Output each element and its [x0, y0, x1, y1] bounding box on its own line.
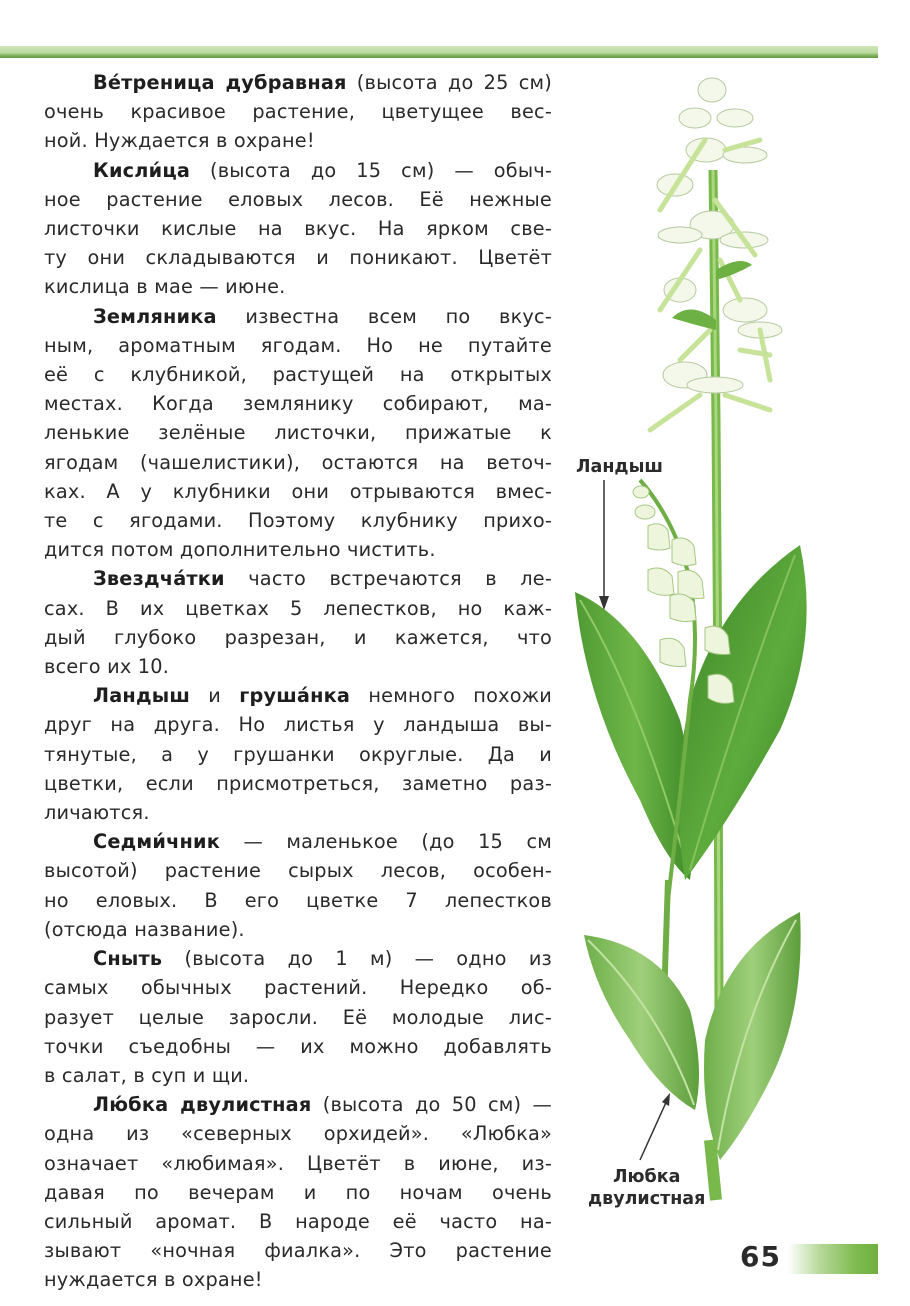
- term-landysh: Ландыш: [93, 684, 191, 708]
- term-zemlyanika: Земляника: [93, 304, 217, 328]
- landysh-plant: [575, 480, 807, 1000]
- term-grushanka: груша́нка: [239, 684, 351, 708]
- lyubka-leaves: [584, 912, 801, 1200]
- article-text: [44, 68, 552, 1295]
- term-kislitsa: Кисли́ца: [93, 158, 191, 182]
- page-number-bar: [788, 1244, 878, 1274]
- term-snyt: Сныть: [93, 947, 163, 971]
- term-lyubka: Лю́бка двулистная: [93, 1093, 312, 1117]
- paragraph-zvezdchatki: Звездча́тки часто встречаются в ле- сах. В их цветках 5 лепестков, но каж- дый глубоко разрезан, и кажется, что всего их 10.: [44, 567, 552, 679]
- paragraph-kislitsa: Кисли́ца (высота до 15 см) — обыч- ное растение еловых лесов. Её нежные листочки кислые на вкус. На ярком све- ту они складываются и поникают. Цветёт кислица в мае — июне.: [44, 158, 552, 299]
- lyubka-arrow: [640, 1093, 670, 1160]
- label-landysh: Ландыш: [576, 457, 663, 477]
- paragraph-snyt: Сныть (высота до 1 м) — одно из самых обычных растений. Нередко об- разует целые заросли. Её молодые лис- точки съедобны — их можно добавлять в салат, в суп и щи.: [44, 947, 552, 1087]
- paragraph-lyubka: Лю́бка двулистная (высота до 50 см) — одна из «северных орхидей». «Любка» означает «любимая». Цветёт в июне, из- давая по вечерам и по ночам очень сильный аромат. В народе её часто на- зывают «ночная фиалка». Это растение нуждается в охране!: [44, 1093, 552, 1292]
- landysh-arrow: [599, 480, 609, 610]
- term-vetrenitsa: Ве́треница дубравная: [93, 71, 347, 94]
- term-zvezdchatki: Звездча́тки: [93, 567, 225, 591]
- paragraph-landysh-grushanka: Ландыш и груша́нка немного похожи друг на друга. Но листья у ландыша вы- тянутые, а у грушанки округлые. Да и цветки, если присмотреться, заметно раз- личаются.: [44, 684, 552, 825]
- paragraph-zemlyanika: Земляника известна всем по вкус- ным, ароматным ягодам. Но не путайте её с клубникой, растущей на открытых местах. Когда землянику собирают, ма- ленькие зелёные листочки, прижатые к ягодам (чашелистики), остаются на веточ- ках. А у клубники они отрываются вмес- те с ягодами. Поэтому клубнику прихо- дится потом дополнительно чистить.: [44, 304, 552, 562]
- label-lyubka: Любка двулистная: [588, 1167, 706, 1209]
- term-sedmichnik: Седми́чник: [93, 830, 221, 854]
- top-decorative-rule: [0, 46, 878, 58]
- page-number: 65: [740, 1240, 781, 1273]
- paragraph-sedmichnik: Седми́чник — маленькое (до 15 см высотой) растение сырых лесов, особен- но еловых. В его цветке 7 лепестков (отсюда название).: [44, 830, 552, 941]
- plant-illustration: [560, 60, 880, 1220]
- paragraph-vetrenitsa: Ве́треница дубравная (высота до 25 см) очень красивое растение, цветущее вес- ной. Нуждается в охране!: [44, 71, 552, 153]
